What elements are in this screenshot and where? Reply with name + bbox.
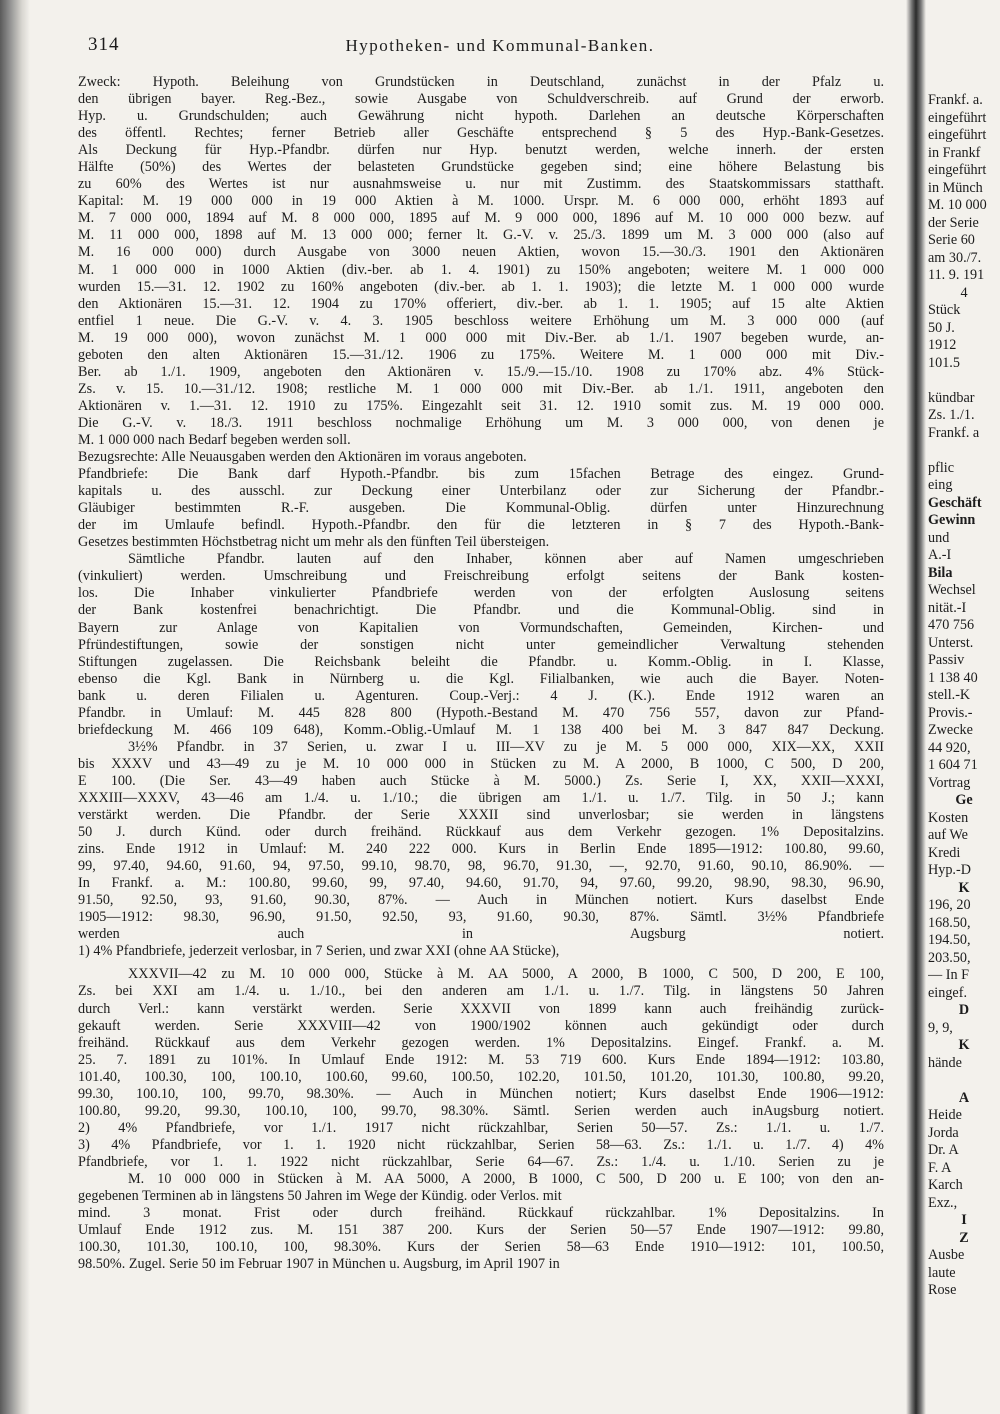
adjacent-text-line: 470 756	[928, 617, 975, 633]
adjacent-text-line: Frankf. a	[928, 424, 980, 441]
adjacent-text-line: K	[958, 879, 970, 896]
text-line: M. 19 000 000), wovon zunächst M. 1 000 000 mit Div.-Ber. ab 1./1. 1907 begeben wurde, an-	[78, 329, 884, 346]
text-line: 99, 97.40, 94.60, 91.60, 94, 97.50, 99.10, 98.70, 98, 96.70, 91.30, —, 92.70, 91.60, 90.10, 86.90%. —	[78, 858, 884, 875]
adjacent-text-line: I	[961, 1212, 967, 1228]
adjacent-text-line: Geschäft	[928, 494, 982, 511]
text-line: Aktionären v. 1.—31. 12. 1910 zu 175%. Eingezahlt seit 31. 12. 1910 somit zus. M. 19 000 000.	[78, 397, 884, 414]
adjacent-text-line: 196, 20	[928, 897, 971, 913]
adjacent-text-line: der Serie	[928, 214, 979, 231]
text-line: 91.50, 92.50, 93, 91.60, 90.30, 87%. — Auch in München notiert. Kurs daselbst Ende	[78, 892, 884, 909]
adjacent-text-line: Exz.,	[928, 1194, 958, 1211]
adjacent-text-line: Heide	[928, 1107, 962, 1123]
text-line: ebenso die Kgl. Bank in Nürnberg u. die Kgl. Filialbanken, wie auch die Bayer. Noten-	[78, 670, 884, 687]
text-line: kapitals u. des ausschl. zur Deckung einer Unterbilanz oder zur Sicherung der Pfandbr.-	[78, 483, 884, 500]
text-line: XXXVII—42 zu M. 10 000 000, Stücke à M. AA 5000, A 2000, B 1000, C 500, D 200, E 100,	[128, 966, 884, 983]
adjacent-text-line: kündbar	[928, 389, 975, 406]
adjacent-text-line: stell.-K	[928, 687, 971, 703]
text-line: XXXIII—XXXV, 43—46 am 1./4. u. 1./10.; die übrigen am 1./1. u. 1./7. Tilg. in 50 J.; kann	[78, 789, 884, 806]
adjacent-text-line: Gewinn	[928, 512, 976, 528]
text-line: Die G.-V. v. 18./3. 1911 beschloss nochmalige Erhöhung um M. 3 000 000, von denen je	[78, 414, 884, 431]
text-line: gekauft werden. Serie XXXVIII—42 von 1900/1902 können auch gekündigt oder durch	[78, 1017, 884, 1034]
text-line: Pfandbriefe: Die Bank darf Hypoth.-Pfandbr. bis zum 15fachen Betrage des eingez. Grund-	[78, 466, 884, 483]
text-line: bank u. deren Filialen u. Agenturen. Coup.-Verj.: 4 J. (K.). Ende 1912 waren an	[78, 687, 884, 704]
text-line: 99.30, 100.10, 100, 99.70, 98.30%. — Auch in München notiert; Kurs daselbst Ende 1906—1912:	[78, 1085, 884, 1102]
adjacent-text-line: 203.50,	[928, 949, 971, 966]
adjacent-text-line: Ge	[955, 792, 973, 808]
text-line: der im Umlaufe befindl. Hypoth.-Pfandbr. den für die letzteren in § 7 des Hypoth.-Bank-	[78, 517, 884, 534]
text-line: Als Deckung für Hyp.-Pfandbr. dürfen nur Hyp. benutzt werden, welche innerh. der ersten	[78, 142, 884, 159]
text-line: 101.40, 100.30, 100, 100.10, 100.60, 99.60, 100.50, 102.20, 101.50, 101.20, 101.30, 100.80, 99.20,	[78, 1068, 884, 1085]
text-line: werden auch in Augsburg notiert.	[78, 926, 884, 943]
text-line: M. 11 000 000, 1898 auf M. 13 000 000; ferner lt. G.-V. v. 25./3. 1899 um M. 3 000 000 (also auf	[78, 227, 884, 244]
adjacent-text-line: Passiv	[928, 652, 965, 668]
text-line: los. Die Inhaber vinkulierter Pfandbriefe werden von der erfolgten Auslosung seitens	[78, 585, 884, 602]
adjacent-text-line: eing	[928, 477, 953, 493]
text-line: 3) 4% Pfandbriefe, vor 1. 1. 1920 nicht rückzahlbar, Serien 58—63. Zs.: 1./1. u. 1./7. 4) 4%	[78, 1136, 884, 1153]
text-line: Hyp. u. Grundschulden; auch Gewährung nicht hypoth. Darlehen an deutsche Körperschaften	[78, 108, 884, 125]
text-line: Zs. v. 15. 10.—31./12. 1908; restliche M. 1 000 000 mit Div.-Ber. ab 1./1. 1911, angeboten den	[78, 380, 884, 397]
adjacent-text-line: Kosten	[928, 809, 969, 826]
text-line: wurden 15.—31. 12. 1902 zu 160% angeboten (div.-ber. ab 1. 1. 1903); die letzte M. 1 000 000 wurde	[78, 278, 884, 295]
text-line: der Bank kostenfrei benachrichtigt. Die Pfandbr. und die Kommunal-Oblig. sind in	[78, 602, 884, 619]
adjacent-text-line: 44 920,	[928, 739, 971, 756]
text-line: Bezugsrechte: Alle Neuausgaben werden den Aktionären im voraus angeboten.	[78, 449, 527, 466]
adjacent-text-line: Wechsel	[928, 582, 976, 598]
adjacent-text-line: K	[958, 1037, 970, 1053]
text-line: den Aktionären 15.—31. 12. 1904 zu 170% offeriert, div.-ber. ab 1. 1. 1905; auf 15 alte Aktien	[78, 295, 884, 312]
text-line: Zs. bei XXI am 1./4. u. 1./10., bei den anderen am 1./1. u. 1./7. Tilg. in längstens 50 Jahren	[78, 983, 884, 1000]
text-line: entfiel 1 neue. Die G.-V. v. 4. 3. 1905 beschloss weitere Erhöhung um M. 3 000 000 (auf	[78, 312, 884, 329]
running-head: Hypotheken- und Kommunal-Banken.	[345, 36, 655, 55]
adjacent-text-line: Ausbe	[928, 1247, 965, 1263]
text-line: 1) 4% Pfandbriefe, jederzeit verlosbar, in 7 Serien, und zwar XXI (ohne AA Stücke),	[78, 943, 560, 960]
adjacent-text-line: 101.5	[928, 354, 960, 371]
text-line: freihänd. Rückkauf aus dem Verkehr gezogen werden. 1% Depositalzins. Eingef. Frankf. a. M.	[78, 1034, 884, 1051]
adjacent-text-line: Bila	[928, 564, 953, 581]
adjacent-text-line: F. A	[928, 1159, 952, 1176]
text-line: Zweck: Hypoth. Beleihung von Grundstücken in Deutschland, zunächst in der Pfalz u.	[78, 74, 884, 90]
text-line: 2) 4% Pfandbriefe, vor 1./1. 1917 nicht rückzahlbar, Serien 50—57. Zs.: 1./1. u. 1./7.	[78, 1119, 884, 1136]
text-line: M. 16 000 000) durch Ausgabe von 3000 neuen Aktien, wovon 15.—30./3. 1901 den Aktionären	[78, 244, 884, 261]
text-line: M. 1 000 000 nach Bedarf begeben werden soll.	[78, 431, 351, 448]
adjacent-text-line: pflic	[928, 459, 954, 476]
adjacent-text-line: Z	[959, 1229, 969, 1246]
text-line: 25. 7. 1891 zu 101%. In Umlauf Ende 1912: M. 53 719 600. Kurs Ende 1894—1912: 103.80,	[78, 1051, 884, 1068]
adjacent-text-line: Karch	[928, 1177, 963, 1193]
text-line: Kapital: M. 19 000 000 in 19 000 Aktien à M. 1000. Urspr. M. 6 000 000, erhöht 1893 auf	[78, 193, 884, 210]
page-number: 314	[88, 34, 120, 55]
text-line: 100.30, 101.30, 100.10, 100, 98.30%. Kurs der Serien 58—63 Ende 1910—1912: 101, 100.50,	[78, 1239, 884, 1256]
adjacent-text-line: 11. 9. 191	[928, 267, 985, 283]
adjacent-text-line: Kredi	[928, 844, 961, 861]
text-line: M. 7 000 000, 1894 auf M. 8 000 000, 1895 auf M. 9 000 000, 1896 auf M. 10 000 000 bezw. auf	[78, 210, 884, 227]
text-line: Pfründestiftungen, sowie der sonstigen nicht unter gemeindlicher Verwaltung stehenden	[78, 636, 884, 653]
adjacent-text-line: A	[958, 1089, 970, 1106]
text-line: 98.50%. Zugel. Serie 50 im Februar 1907 in München u. Augsburg, im April 1907 in	[78, 1256, 560, 1273]
adjacent-text-line: Stück	[928, 302, 961, 318]
adjacent-text-line: in Münch	[928, 179, 983, 196]
adjacent-text-line	[928, 442, 1000, 460]
text-line: den übrigen bayer. Reg.-Bez., sowie Ausgabe von Schuldverschreib. auf Grund der erworb.	[78, 91, 884, 108]
text-line: 100.80, 99.20, 99.30, 100.10, 100, 99.70, 98.30%. Sämtl. Serien werden auch inAugsburg notiert.	[78, 1102, 884, 1119]
adjacent-text-line: 194.50,	[928, 932, 971, 948]
adjacent-text-line: auf We	[928, 827, 968, 843]
adjacent-text-line: in Frankf	[928, 144, 981, 161]
text-line: Stiftungen zugelassen. Die Reichsbank beleiht die Pfandbr. u. Komm.-Oblig. in I. Klasse,	[78, 653, 884, 670]
adjacent-text-line: Jorda	[928, 1124, 959, 1141]
adjacent-text-line: Provis.-	[928, 704, 973, 721]
adjacent-text-line: Unterst.	[928, 634, 974, 651]
text-line: Umlauf Ende 1912 zus. M. 151 387 200. Kurs der Serien 50—57 Ende 1907—1912: 99.80,	[78, 1222, 884, 1239]
adjacent-text-line	[928, 1072, 1000, 1090]
adjacent-text-line: am 30./7.	[928, 249, 982, 266]
adjacent-text-line: eingeführt	[928, 162, 987, 178]
text-line: 1905—1912: 98.30, 96.90, 91.50, 92.50, 93, 91.60, 90.30, 87%. Sämtl. 3½% Pfandbriefe	[78, 909, 884, 926]
adjacent-text-line: laute	[928, 1264, 956, 1281]
text-line: zins. Ende 1912 in Umlauf: M. 240 222 000. Kurs in Berlin Ende 1895—1912: 100.80, 99.60,	[78, 841, 884, 858]
adjacent-text-line: A.-I	[928, 547, 952, 563]
adjacent-text-line: M. 10 000	[928, 197, 987, 213]
adjacent-text-line: Zwecke	[928, 722, 973, 738]
adjacent-text-line: eingeführt	[928, 127, 987, 143]
adjacent-text-line: Serie 60	[928, 232, 975, 248]
adjacent-text-line: hände	[928, 1054, 962, 1071]
text-line: Bayern zur Anlage von Kapitalien von Vormundschaften, Gemeinden, Kirchen- und	[78, 619, 884, 636]
text-line: Ber. ab 1./1. 1909, angeboten den Aktionären v. 15./9.—15./10. 1908 zu 170% abz. 4% Stück-	[78, 363, 884, 380]
adjacent-text-line: — In F	[928, 967, 969, 983]
text-line: zu 60% des Wertes ist nur ausnahmsweise u. nur mit Zustimm. des Staatskommissars statthaft.	[78, 176, 884, 193]
adjacent-text-line: D	[958, 1002, 970, 1018]
adjacent-text-line: und	[928, 529, 950, 546]
text-line: verstärkt werden. Die Pfandbr. der Serie XXXII sind unverlosbar; sie werden in längstens	[78, 807, 884, 824]
adjacent-text-line: Rose	[928, 1282, 957, 1298]
text-line: Hälfte (50%) des Wertes der belasteten Grundstücke gegeben sind; eine höhere Belastung bis	[78, 159, 884, 176]
adjacent-text-line: Zs. 1./1.	[928, 407, 975, 423]
text-line: gegebenen Terminen ab in längstens 50 Jahren im Wege der Kündig. oder Verlos. mit	[78, 1188, 562, 1205]
text-line: 50 J. durch Künd. oder durch freihänd. Rückkauf aus dem Verkehr gezogen. 1% Depositalzins.	[78, 824, 884, 841]
text-line: M. 10 000 000 in Stücken à M. AA 5000, A 2000, B 1000, C 500, D 200 u. E 100; von den an-	[128, 1171, 884, 1187]
adjacent-text-line: 50 J.	[928, 319, 955, 336]
text-line: Gesetzes bestimmten Höchstbetrag nicht um mehr als den fünften Teil übersteigen.	[78, 534, 550, 551]
book-gutter	[906, 0, 926, 1414]
adjacent-text-line: Vortrag	[928, 774, 971, 791]
adjacent-text-line: Frankf. a.	[928, 92, 983, 108]
adjacent-text-line: eingeführt	[928, 109, 987, 126]
adjacent-text-line: Hyp.-D	[928, 862, 971, 878]
text-line: durch Verl.: kann verstärkt werden. Serie XXXVII von 1899 kann auch freihändig zurück-	[78, 1000, 884, 1017]
text-line: E 100. (Die Ser. 43—49 haben auch Stücke à M. 5000.) Zs. Serie I, XX, XXII—XXXI,	[78, 772, 884, 789]
text-line: Gläubiger bestimmten R.-F. ausgeben. Die Kommunal-Oblig. dürfen unter Hinzurechnung	[78, 500, 884, 517]
page-edge-left	[0, 0, 30, 1414]
text-line: Pfandbr. in Umlauf: M. 445 828 800 (Hypoth.-Bestand M. 470 756 557, davon zur Pfand-	[78, 704, 884, 721]
adjacent-page-column	[928, 92, 1000, 1392]
adjacent-text-line	[928, 372, 1000, 390]
text-line: briefdeckung M. 466 109 648), Komm.-Oblig.-Umlauf M. 1 138 400 bei M. 3 847 847 Deckung.	[78, 721, 884, 738]
text-line: mind. 3 monat. Frist oder durch freihänd. Rückkauf rückzahlbar. 1% Depositalzins. In	[78, 1205, 884, 1222]
adjacent-text-line: 1 138 40	[928, 669, 978, 686]
text-line: In Frankf. a. M.: 100.80, 99.60, 99, 97.40, 94.60, 91.70, 94, 97.60, 99.20, 98.90, 98.30, 96.90,	[78, 875, 884, 892]
text-line: des öffentl. Rechtes; ferner Betrieb aller Geschäfte entsprechend § 5 des Hyp.-Bank-Gesetzes.	[78, 125, 884, 142]
adjacent-text-line: nität.-I	[928, 599, 967, 616]
text-line: Sämtliche Pfandbr. lauten auf den Inhaber, können aber auf Namen umgeschrieben	[128, 551, 884, 568]
adjacent-text-line: 1912	[928, 337, 957, 353]
text-line: 3½% Pfandbr. in 37 Serien, u. zwar I u. III—XV zu je M. 5 000 000, XIX—XX, XXII	[128, 738, 884, 755]
text-line: Pfandbriefe, vor 1. 1. 1922 nicht rückzahlbar, Serie 64—67. Zs.: 1./4. u. 1./10. Serien zu je	[78, 1153, 884, 1170]
adjacent-text-line: Dr. A	[928, 1142, 959, 1158]
adjacent-text-line: 9, 9,	[928, 1019, 953, 1036]
adjacent-text-line: 168.50,	[928, 914, 971, 931]
text-line: (vinkuliert) werden. Umschreibung und Freischreibung erfolgt seitens der Bank kosten-	[78, 568, 884, 585]
main-text-column	[78, 74, 884, 1394]
adjacent-text-line: eingef.	[928, 984, 967, 1001]
adjacent-text-line: 4	[960, 284, 968, 301]
adjacent-text-line: 1 604 71	[928, 757, 978, 773]
text-line: bis XXXV und 43—49 zu je M. 10 000 000 in Stücken zu M. A 2000, B 1000, C 500, D 200,	[78, 755, 884, 772]
text-line: geboten den alten Aktionären 15.—31./12. 1906 zu 175%. Weitere M. 1 000 000 mit Div.-	[78, 346, 884, 363]
text-line: M. 1 000 000 in 1000 Aktien (div.-ber. ab 1. 4. 1901) zu 150% angeboten; weitere M. 1 000 000	[78, 261, 884, 278]
